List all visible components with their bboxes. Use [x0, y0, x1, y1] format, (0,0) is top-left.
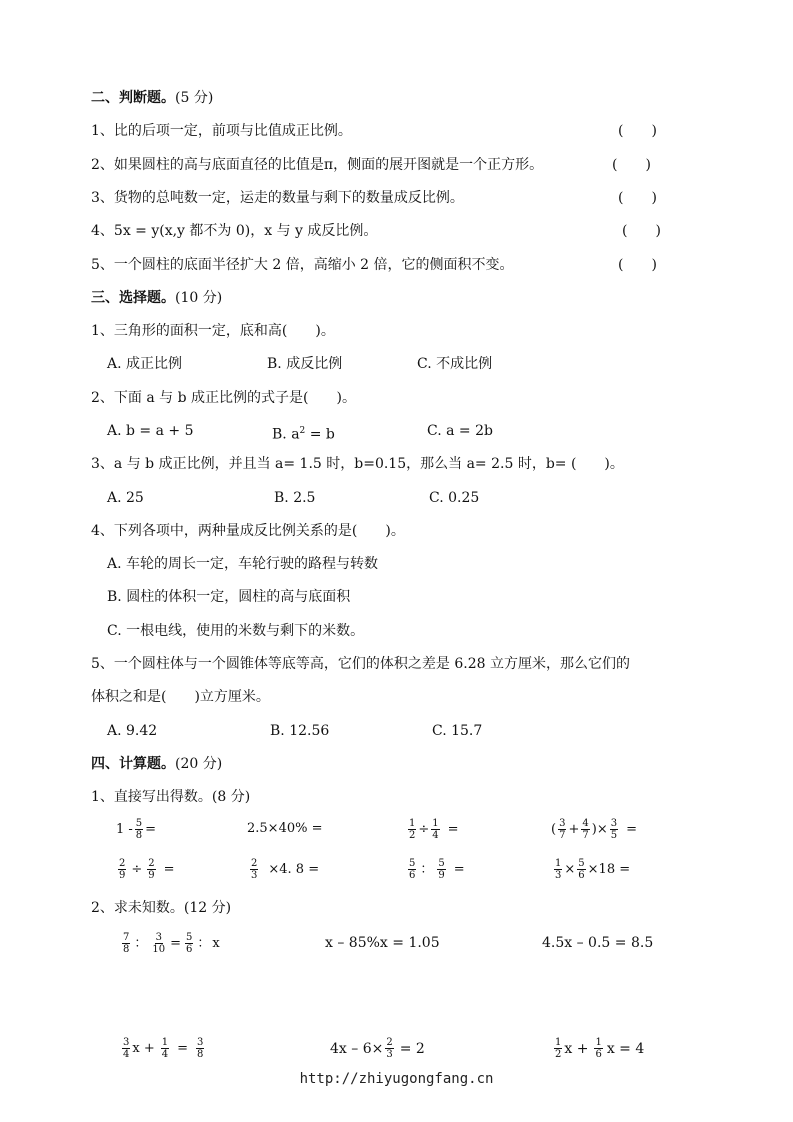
numerator: 1: [555, 858, 562, 869]
fraction: [431, 818, 439, 841]
section-points: (20 分): [175, 756, 223, 772]
numerator: 7: [123, 932, 130, 943]
denominator: 6: [578, 870, 585, 881]
section-points: (10 分): [175, 290, 223, 306]
denominator: 3: [386, 1049, 393, 1060]
denominator: 4: [123, 1049, 130, 1060]
judge-item-4: 4、5x = y(x,y 都不为 0)，x 与 y 成反比例。: [91, 223, 378, 239]
section-calc-title: [91, 754, 222, 774]
expr-text: x +: [564, 1040, 589, 1057]
expr-text: = 2: [399, 1040, 425, 1057]
numerator: 5: [135, 818, 143, 829]
choice-q4-option-b[interactable]: B. 圆柱的体积一定，圆柱的高与底面积: [107, 589, 351, 605]
equals-sign: =: [626, 821, 637, 837]
judge-answer-2[interactable]: ( ): [612, 157, 651, 173]
ratio-sign: ：: [134, 935, 148, 951]
judge-answer-4[interactable]: ( ): [622, 223, 661, 239]
judge-answer-5[interactable]: ( ): [618, 257, 657, 273]
choice-q3-option-c[interactable]: C. 0.25: [429, 490, 480, 506]
denominator: 3: [555, 870, 562, 881]
section-title-text: 二、判断题。: [91, 90, 175, 106]
fraction: [250, 858, 258, 881]
choice-q5-option-c[interactable]: C. 15.7: [432, 723, 483, 739]
fraction: [161, 1037, 169, 1060]
fraction: [185, 932, 193, 955]
numerator: 1: [161, 1037, 169, 1048]
section-points: (5 分): [175, 90, 214, 106]
calc-expr-8: [552, 858, 630, 881]
denominator: 5: [610, 830, 618, 841]
equals-sign: =: [163, 861, 175, 877]
numerator: 1: [409, 818, 416, 829]
judge-answer-1[interactable]: ( ): [618, 123, 657, 139]
option-text: B. a: [272, 426, 300, 443]
judge-answer-3[interactable]: ( ): [618, 190, 657, 206]
choice-q3-option-a[interactable]: A. 25: [107, 490, 144, 506]
judge-item-2: 2、如果圆柱的高与底面直径的比值是π，侧面的展开图就是一个正方形。: [91, 157, 544, 173]
numerator: 2: [386, 1037, 393, 1048]
choice-q1-option-c[interactable]: C. 不成比例: [417, 356, 493, 372]
fraction: [122, 1037, 130, 1060]
denominator: 6: [409, 870, 416, 881]
denominator: 7: [582, 830, 589, 841]
denominator: 8: [197, 1049, 204, 1060]
numerator: 2: [119, 858, 126, 869]
calc-expr-5: [116, 858, 175, 881]
expr-text: 4x – 6×: [330, 1040, 384, 1057]
choice-q5-option-b[interactable]: B. 12.56: [270, 723, 330, 739]
denominator: 9: [119, 870, 126, 881]
choice-q5-option-a[interactable]: A. 9.42: [107, 723, 158, 739]
choice-q2-option-a[interactable]: A. b = a + 5: [107, 423, 194, 439]
section-title-text: 三、选择题。: [91, 290, 175, 306]
equals-sign: =: [170, 935, 182, 951]
numerator: 5: [409, 858, 416, 869]
choice-q2-stem: 2、下面 a 与 b 成正比例的式子是( )。: [91, 390, 356, 406]
judge-item-1: 1、比的后项一定，前项与比值成正比例。: [91, 123, 352, 139]
numerator: 1: [432, 818, 439, 829]
equals-sign: =: [145, 821, 157, 837]
choice-q2-option-c[interactable]: C. a = 2b: [427, 423, 493, 439]
numerator: 1: [555, 1037, 562, 1048]
fraction: [135, 818, 143, 841]
denominator: 4: [432, 830, 439, 841]
denominator: 8: [123, 944, 130, 955]
equation-2: x – 85%x = 1.05: [325, 935, 440, 951]
option-text: = b: [305, 426, 335, 443]
numerator: 3: [559, 818, 566, 829]
judge-item-5: 5、一个圆柱的底面半径扩大 2 倍，高缩小 2 倍，它的侧面积不变。: [91, 257, 514, 273]
fraction: [408, 858, 416, 881]
judge-item-3: 3、货物的总吨数一定，运走的数量与剩下的数量成反比例。: [91, 190, 464, 206]
fraction: [151, 932, 166, 955]
denominator: 7: [559, 830, 566, 841]
expr-text: ×18 =: [587, 861, 631, 877]
expr-text: ×4. 8 =: [268, 861, 320, 877]
calc-part2-title: 2、求未知数。(12 分): [91, 900, 232, 916]
section-choice-title: [91, 288, 222, 308]
denominator: 6: [186, 944, 193, 955]
numerator: 2: [251, 858, 258, 869]
equation-3: 4.5x – 0.5 = 8.5: [542, 935, 654, 951]
fraction: [118, 858, 126, 881]
numerator: 2: [148, 858, 155, 869]
choice-q1-option-b[interactable]: B. 成反比例: [267, 356, 343, 372]
denominator: 6: [595, 1049, 602, 1060]
calc-expr-3: [406, 818, 459, 841]
fraction: [147, 858, 155, 881]
calc-expr-4: [551, 818, 637, 841]
numerator: 5: [578, 858, 585, 869]
denominator: 10: [152, 944, 166, 955]
choice-q4-stem: 4、下列各项中，两种量成反比例关系的是( )。: [91, 523, 405, 539]
fraction: [558, 818, 566, 841]
denominator: 9: [148, 870, 155, 881]
numerator: 3: [197, 1037, 204, 1048]
equation-1: [120, 932, 220, 955]
expr-text: 1 -: [116, 821, 133, 837]
divide-sign: ÷: [418, 821, 430, 837]
choice-q4-option-a[interactable]: A. 车轮的周长一定，车轮行驶的路程与转数: [107, 556, 379, 572]
fraction: [594, 1037, 602, 1060]
paren: ): [591, 821, 597, 837]
numerator: 3: [610, 818, 618, 829]
calc-expr-6: [248, 858, 319, 881]
superscript: 2: [299, 426, 306, 436]
numerator: 1: [595, 1037, 602, 1048]
equals-sign: =: [447, 821, 459, 837]
choice-q1-option-a[interactable]: A. 成正比例: [107, 356, 183, 372]
fraction: [554, 1037, 562, 1060]
section-judge-title: [91, 88, 213, 108]
calc-expr-1: [116, 818, 156, 841]
fraction: [554, 858, 562, 881]
times-sign: ×: [564, 861, 576, 877]
numerator: 4: [582, 818, 589, 829]
denominator: 4: [161, 1049, 169, 1060]
calc-part1-title: 1、直接写出得数。(8 分): [91, 789, 251, 805]
divide-sign: ÷: [131, 861, 143, 877]
equals-sign: =: [453, 861, 465, 877]
fraction: [610, 818, 618, 841]
equation-6: [552, 1037, 644, 1060]
calc-expr-7: [406, 858, 465, 881]
variable-x: x: [212, 935, 220, 951]
denominator: 2: [409, 830, 416, 841]
expr-text: x +: [132, 1040, 155, 1056]
expr-text: x = 4: [606, 1040, 645, 1057]
times-sign: ×: [596, 821, 608, 837]
equals-sign: =: [177, 1040, 189, 1056]
denominator: 3: [251, 870, 258, 881]
fraction: [122, 932, 130, 955]
footer-url[interactable]: http://zhiyugongfang.cn: [299, 1071, 494, 1087]
section-title-text: 四、计算题。: [91, 756, 175, 772]
choice-q1-stem: 1、三角形的面积一定，底和高( )。: [91, 323, 335, 339]
denominator: 8: [135, 830, 143, 841]
choice-q5-stem-line2: 体积之和是( )立方厘米。: [91, 689, 270, 705]
numerator: 5: [186, 932, 193, 943]
plus-sign: +: [568, 821, 580, 837]
choice-q2-option-b[interactable]: [272, 421, 335, 445]
numerator: 5: [438, 858, 445, 869]
numerator: 3: [155, 932, 162, 943]
fraction: [385, 1037, 393, 1060]
denominator: 2: [555, 1049, 562, 1060]
equation-4: [120, 1037, 206, 1060]
denominator: 9: [438, 870, 445, 881]
choice-q3-option-b[interactable]: B. 2.5: [274, 490, 316, 506]
paren: (: [551, 821, 557, 837]
numerator: 3: [123, 1037, 130, 1048]
fraction: [408, 818, 416, 841]
ratio-sign: ：: [420, 861, 434, 877]
fraction: [437, 858, 445, 881]
ratio-sign: ：: [197, 935, 211, 951]
choice-q4-option-c[interactable]: C. 一根电线，使用的米数与剩下的米数。: [107, 623, 365, 639]
equation-5: [330, 1037, 425, 1060]
choice-q5-stem-line1: 5、一个圆柱体与一个圆锥体等底等高，它们的体积之差是 6.28 立方厘米，那么它们的: [91, 656, 630, 672]
fraction: [196, 1037, 204, 1060]
choice-q3-stem: 3、a 与 b 成正比例，并且当 a= 1.5 时，b=0.15，那么当 a= 2.5 时，b= ( )。: [91, 456, 624, 472]
fraction: [577, 858, 585, 881]
calc-expr-2: 2.5×40% =: [247, 821, 323, 836]
fraction: [581, 818, 589, 841]
